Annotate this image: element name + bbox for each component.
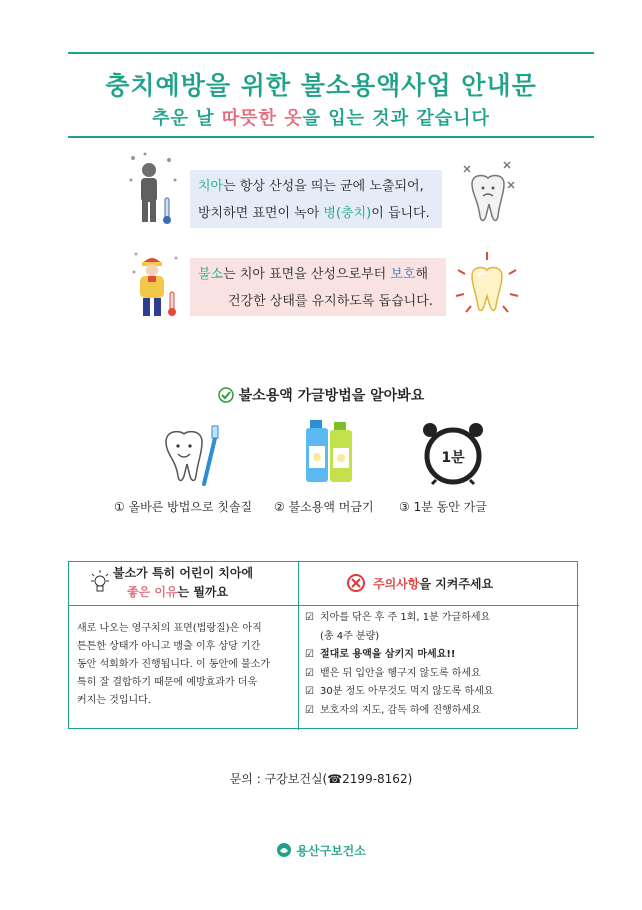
reason-line: 새로 나오는 영구치의 표면(법랑질)은 아직 <box>77 623 262 634</box>
fact-tooth-decay <box>190 170 442 228</box>
page-title: 충치예방을 위한 불소용액사업 안내문 <box>105 71 537 100</box>
checkbox-icon: ☑ <box>305 612 314 623</box>
fact-1-line-1-text: 는 항상 산성을 띄는 균에 노출되어, <box>223 179 424 194</box>
method-title <box>0 385 642 407</box>
reason-text <box>77 620 295 710</box>
fact-2-line-2: 건강한 상태를 유지하도록 돕습니다. <box>228 294 433 309</box>
contact-info: 문의 : 구강보건실(☎2199-8162) <box>229 772 413 786</box>
reason-line: 특히 잘 결합하기 때문에 예방효과가 더욱 <box>77 677 258 688</box>
fact-2-hl-fluoride: 불소 <box>198 267 224 282</box>
fact-1-hl-disease: 병(충치) <box>323 206 372 221</box>
caution-item <box>305 702 494 721</box>
info-table <box>68 561 578 729</box>
step-3-label: ③ 1분 동안 가글 <box>399 500 487 514</box>
caution-item-sub <box>305 628 494 647</box>
reason-header <box>69 562 299 606</box>
caution-text: 30분 정도 아무것도 먹지 않도록 하세요 <box>320 686 494 697</box>
tooth-brush-illustration <box>160 424 224 490</box>
caution-text: 뱉은 뒤 입안을 헹구지 않도록 하세요 <box>320 667 481 679</box>
reason-header-line-2 <box>113 583 297 602</box>
header-rule <box>68 136 594 138</box>
fact-1-line-2-post: 이 듭니다. <box>371 206 430 221</box>
caution-header <box>299 562 579 606</box>
fact-1-line-1 <box>198 173 434 200</box>
step-2-label: ② 불소용액 머금기 <box>274 500 374 514</box>
caution-text: (총 4주 분량) <box>320 630 380 642</box>
caution-list <box>305 609 494 720</box>
reason-line: 커지는 것입니다. <box>77 695 151 706</box>
reason-header-hl: 좋은 이유 <box>127 585 178 599</box>
caution-header-post: 을 지켜주세요 <box>419 577 494 591</box>
fact-2-hl-protect: 보호 <box>390 267 416 282</box>
checkbox-icon: ☑ <box>305 649 314 660</box>
caution-text: 보호자의 지도, 감독 하에 진행하세요 <box>320 704 481 716</box>
fact-1-hl-tooth: 치아 <box>198 179 224 194</box>
organization-footer <box>0 842 642 861</box>
caution-text: 절대로 용액을 삼키지 마세요!! <box>320 649 456 660</box>
clock-label: 1분 <box>441 450 465 466</box>
fact-1-line-2 <box>198 200 434 227</box>
subtitle-post: 을 입는 것과 같습니다 <box>302 108 490 129</box>
subtitle-pre: 추운 날 <box>152 108 222 129</box>
caution-header-text <box>373 575 493 594</box>
sad-tooth-illustration <box>458 160 518 230</box>
caution-body <box>299 606 579 730</box>
reason-header-text <box>113 564 297 602</box>
yongsan-logo-icon <box>276 842 292 861</box>
top-rule <box>68 52 594 54</box>
checkbox-icon: ☑ <box>305 667 314 679</box>
reason-line: 튼튼한 상태가 아니고 맹출 이후 상당 기간 <box>77 641 261 652</box>
fact-1-line-2-pre: 방치하면 표면이 녹아 <box>198 206 324 221</box>
caution-header-hl: 주의사항 <box>373 577 420 591</box>
shining-tooth-illustration <box>452 250 522 320</box>
check-circle-icon <box>218 387 234 407</box>
checkbox-icon: ☑ <box>305 704 314 716</box>
caution-item <box>305 646 494 665</box>
caution-item <box>305 665 494 684</box>
fact-2-line-1 <box>198 261 438 288</box>
caution-item <box>305 609 494 628</box>
reason-line: 동안 석회화가 진행됩니다. 이 동안에 불소가 <box>77 659 270 670</box>
reason-header-line-1: 불소가 특히 어린이 치아에 <box>113 566 254 580</box>
one-minute-clock-icon <box>420 420 486 486</box>
caution-text: 치아를 닦은 후 주 1회, 1분 가글하세요 <box>320 612 491 623</box>
caution-item <box>305 683 494 702</box>
reason-header-post: 는 뭘까요 <box>177 585 229 599</box>
fact-2-line-1-mid: 는 치아 표면을 산성으로부터 <box>223 267 391 282</box>
warm-person-illustration <box>128 248 188 320</box>
page-subtitle <box>0 104 642 130</box>
reason-body <box>69 606 299 730</box>
subtitle-highlight: 따뜻한 옷 <box>221 108 303 129</box>
warning-x-icon <box>347 574 365 596</box>
organization-name: 용산구보건소 <box>296 844 366 858</box>
cold-person-illustration <box>125 150 185 230</box>
method-title-text: 불소용액 가글방법을 알아봐요 <box>238 388 425 404</box>
lightbulb-icon <box>91 570 109 598</box>
mouthwash-bottles-illustration <box>302 420 358 486</box>
fact-fluoride-protect <box>190 258 446 316</box>
checkbox-icon: ☑ <box>305 686 314 697</box>
fact-2-line-1-post: 해 <box>415 267 429 282</box>
step-1-label: ① 올바른 방법으로 칫솔질 <box>114 500 253 514</box>
